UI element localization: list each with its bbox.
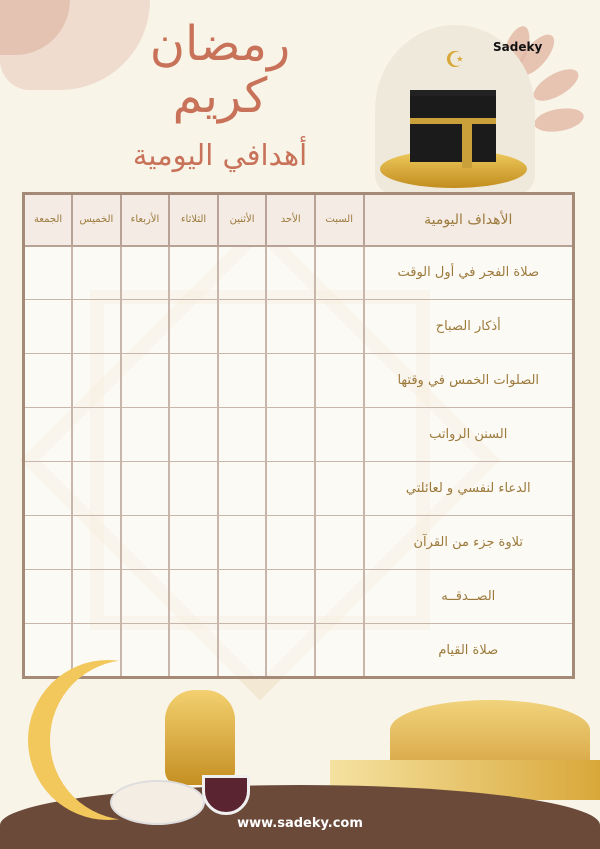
check-cell[interactable]	[266, 624, 315, 678]
check-cell[interactable]	[24, 300, 73, 354]
check-cell[interactable]	[315, 516, 364, 570]
check-cell[interactable]	[121, 300, 170, 354]
ramadan-kareem-calligraphy: رمضان كريم	[149, 16, 291, 124]
check-cell[interactable]	[24, 354, 73, 408]
check-cell[interactable]	[315, 624, 364, 678]
goal-cell: الدعاء لنفسي و لعائلتي	[364, 462, 574, 516]
page-title: أهدافي اليومية	[132, 138, 308, 172]
check-cell[interactable]	[169, 246, 218, 300]
check-cell[interactable]	[266, 516, 315, 570]
goal-cell: الصــدقــه	[364, 570, 574, 624]
day-header: السبت	[315, 194, 364, 246]
check-cell[interactable]	[24, 246, 73, 300]
check-cell[interactable]	[169, 624, 218, 678]
table-row	[24, 246, 574, 300]
check-cell[interactable]	[218, 462, 267, 516]
check-cell[interactable]	[266, 408, 315, 462]
check-cell[interactable]	[24, 570, 73, 624]
check-cell[interactable]	[218, 246, 267, 300]
goal-cell: الصلوات الخمس في وقتها	[364, 354, 574, 408]
day-header: الأحد	[266, 194, 315, 246]
check-cell[interactable]	[266, 462, 315, 516]
check-cell[interactable]	[169, 462, 218, 516]
check-cell[interactable]	[169, 516, 218, 570]
check-cell[interactable]	[266, 570, 315, 624]
check-cell[interactable]	[72, 300, 121, 354]
leaf-decor-icon	[532, 105, 585, 135]
table-row	[24, 570, 574, 624]
check-cell[interactable]	[121, 354, 170, 408]
check-cell[interactable]	[315, 246, 364, 300]
check-cell[interactable]	[121, 516, 170, 570]
check-cell[interactable]	[121, 408, 170, 462]
check-cell[interactable]	[266, 246, 315, 300]
check-cell[interactable]	[315, 570, 364, 624]
check-cell[interactable]	[315, 408, 364, 462]
check-cell[interactable]	[315, 354, 364, 408]
website-url: www.sadeky.com	[237, 816, 363, 831]
day-header: الجمعة	[24, 194, 73, 246]
check-cell[interactable]	[121, 462, 170, 516]
check-cell[interactable]	[24, 408, 73, 462]
check-cell[interactable]	[218, 570, 267, 624]
check-cell[interactable]	[218, 300, 267, 354]
header-row	[24, 194, 574, 246]
check-cell[interactable]	[72, 408, 121, 462]
crescent-star-icon: ☪	[445, 48, 465, 73]
goal-cell: السنن الرواتب	[364, 408, 574, 462]
check-cell[interactable]	[24, 462, 73, 516]
check-cell[interactable]	[24, 624, 73, 678]
check-cell[interactable]	[315, 462, 364, 516]
check-cell[interactable]	[24, 516, 73, 570]
check-cell[interactable]	[72, 354, 121, 408]
mosque-silhouette	[390, 700, 590, 762]
check-cell[interactable]	[169, 300, 218, 354]
daily-goals-table	[22, 192, 575, 679]
sadeky-logo: Sadeky	[493, 40, 543, 54]
check-cell[interactable]	[121, 570, 170, 624]
check-cell[interactable]	[72, 570, 121, 624]
check-cell[interactable]	[218, 354, 267, 408]
check-cell[interactable]	[266, 300, 315, 354]
check-cell[interactable]	[121, 246, 170, 300]
day-header: الثلاثاء	[169, 194, 218, 246]
check-cell[interactable]	[218, 624, 267, 678]
check-cell[interactable]	[218, 516, 267, 570]
check-cell[interactable]	[266, 354, 315, 408]
day-header: الأربعاء	[121, 194, 170, 246]
goal-cell: تلاوة جزء من القرآن	[364, 516, 574, 570]
table-row	[24, 354, 574, 408]
day-header: الخميس	[72, 194, 121, 246]
check-cell[interactable]	[72, 462, 121, 516]
check-cell[interactable]	[72, 246, 121, 300]
coffee-pot-image	[165, 690, 235, 785]
goal-cell: أذكار الصباح	[364, 300, 574, 354]
check-cell[interactable]	[169, 408, 218, 462]
check-cell[interactable]	[218, 408, 267, 462]
leaf-decor-icon	[529, 63, 583, 107]
check-cell[interactable]	[169, 354, 218, 408]
table-row	[24, 300, 574, 354]
table-row	[24, 408, 574, 462]
goal-cell: صلاة الفجر في أول الوقت	[364, 246, 574, 300]
day-header: الأثنين	[218, 194, 267, 246]
check-cell[interactable]	[72, 516, 121, 570]
table-row	[24, 462, 574, 516]
table-row	[24, 516, 574, 570]
goal-cell: صلاة القيام	[364, 624, 574, 678]
goal-column-header: الأهداف اليومية	[364, 194, 574, 246]
kaaba-image	[410, 90, 496, 162]
check-cell[interactable]	[315, 300, 364, 354]
check-cell[interactable]	[169, 570, 218, 624]
